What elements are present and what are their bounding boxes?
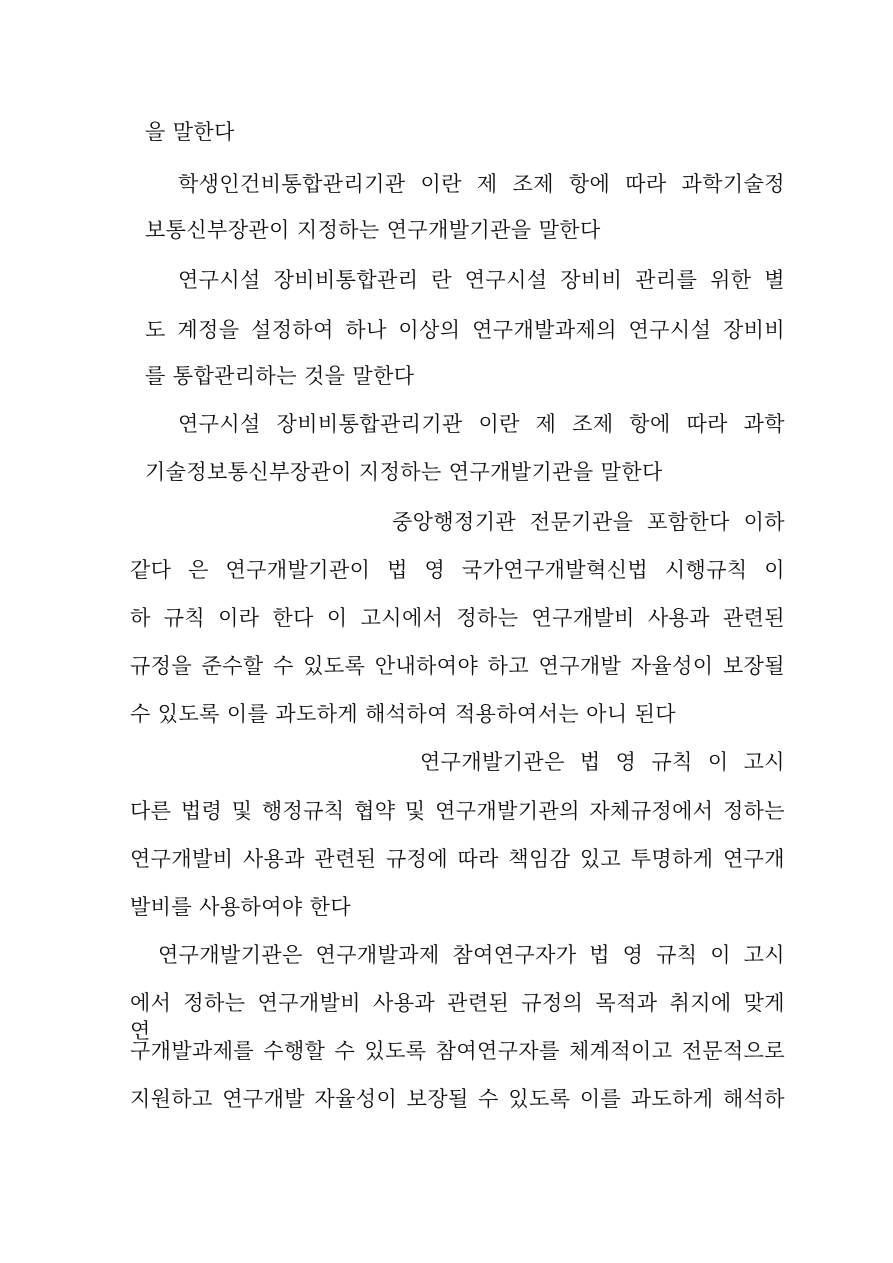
- text-line-2: 학생인건비통합관리기관 이란 제 조제 항에 따라 과학기술정: [178, 172, 785, 196]
- text-line-1: 을 말한다: [145, 120, 235, 144]
- text-line-7: 연구시설 장비비통합관리기관 이란 제 조제 항에 따라 과학: [178, 412, 785, 436]
- text-line-9: 중앙행정기관 전문기관을 포함한다 이하: [392, 510, 785, 534]
- text-line-16: 연구개발비 사용과 관련된 규정에 따라 책임감 있고 투명하게 연구개: [130, 847, 785, 871]
- text-line-17: 발비를 사용하여야 한다: [130, 895, 352, 919]
- text-line-10: 같다 은 연구개발기관이 법 영 국가연구개발혁신법 시행규칙 이: [130, 558, 785, 582]
- text-line-20: 구개발과제를 수행할 수 있도록 참여연구자를 체계적이고 전문적으로: [130, 1039, 785, 1063]
- text-line-4: 연구시설 장비비통합관리 란 연구시설 장비비 관리를 위한 별: [178, 268, 785, 292]
- text-line-12: 규정을 준수할 수 있도록 안내하여야 하고 연구개발 자율성이 보장될: [130, 654, 785, 678]
- text-line-14: 연구개발기관은 법 영 규칙 이 고시: [420, 750, 785, 774]
- text-line-19: 에서 정하는 연구개발비 사용과 관련된 규정의 목적과 취지에 맞게 연: [130, 991, 785, 1043]
- text-line-18: 연구개발기관은 연구개발과제 참여연구자가 법 영 규칙 이 고시: [158, 943, 785, 967]
- text-line-11: 하 규칙 이라 한다 이 고시에서 정하는 연구개발비 사용과 관련된: [130, 606, 785, 630]
- text-line-8: 기술정보통신부장관이 지정하는 연구개발기관을 말한다: [145, 460, 663, 484]
- text-line-13: 수 있도록 이를 과도하게 해석하여 적용하여서는 아니 된다: [130, 702, 676, 726]
- text-line-21: 지원하고 연구개발 자율성이 보장될 수 있도록 이를 과도하게 해석하: [130, 1087, 785, 1111]
- text-line-3: 보통신부장관이 지정하는 연구개발기관을 말한다: [145, 218, 601, 242]
- text-line-5: 도 계정을 설정하여 하나 이상의 연구개발과제의 연구시설 장비비: [145, 318, 785, 342]
- text-line-15: 다른 법령 및 행정규칙 협약 및 연구개발기관의 자체규정에서 정하는: [130, 799, 785, 823]
- text-line-6: 를 통합관리하는 것을 말한다: [145, 364, 415, 388]
